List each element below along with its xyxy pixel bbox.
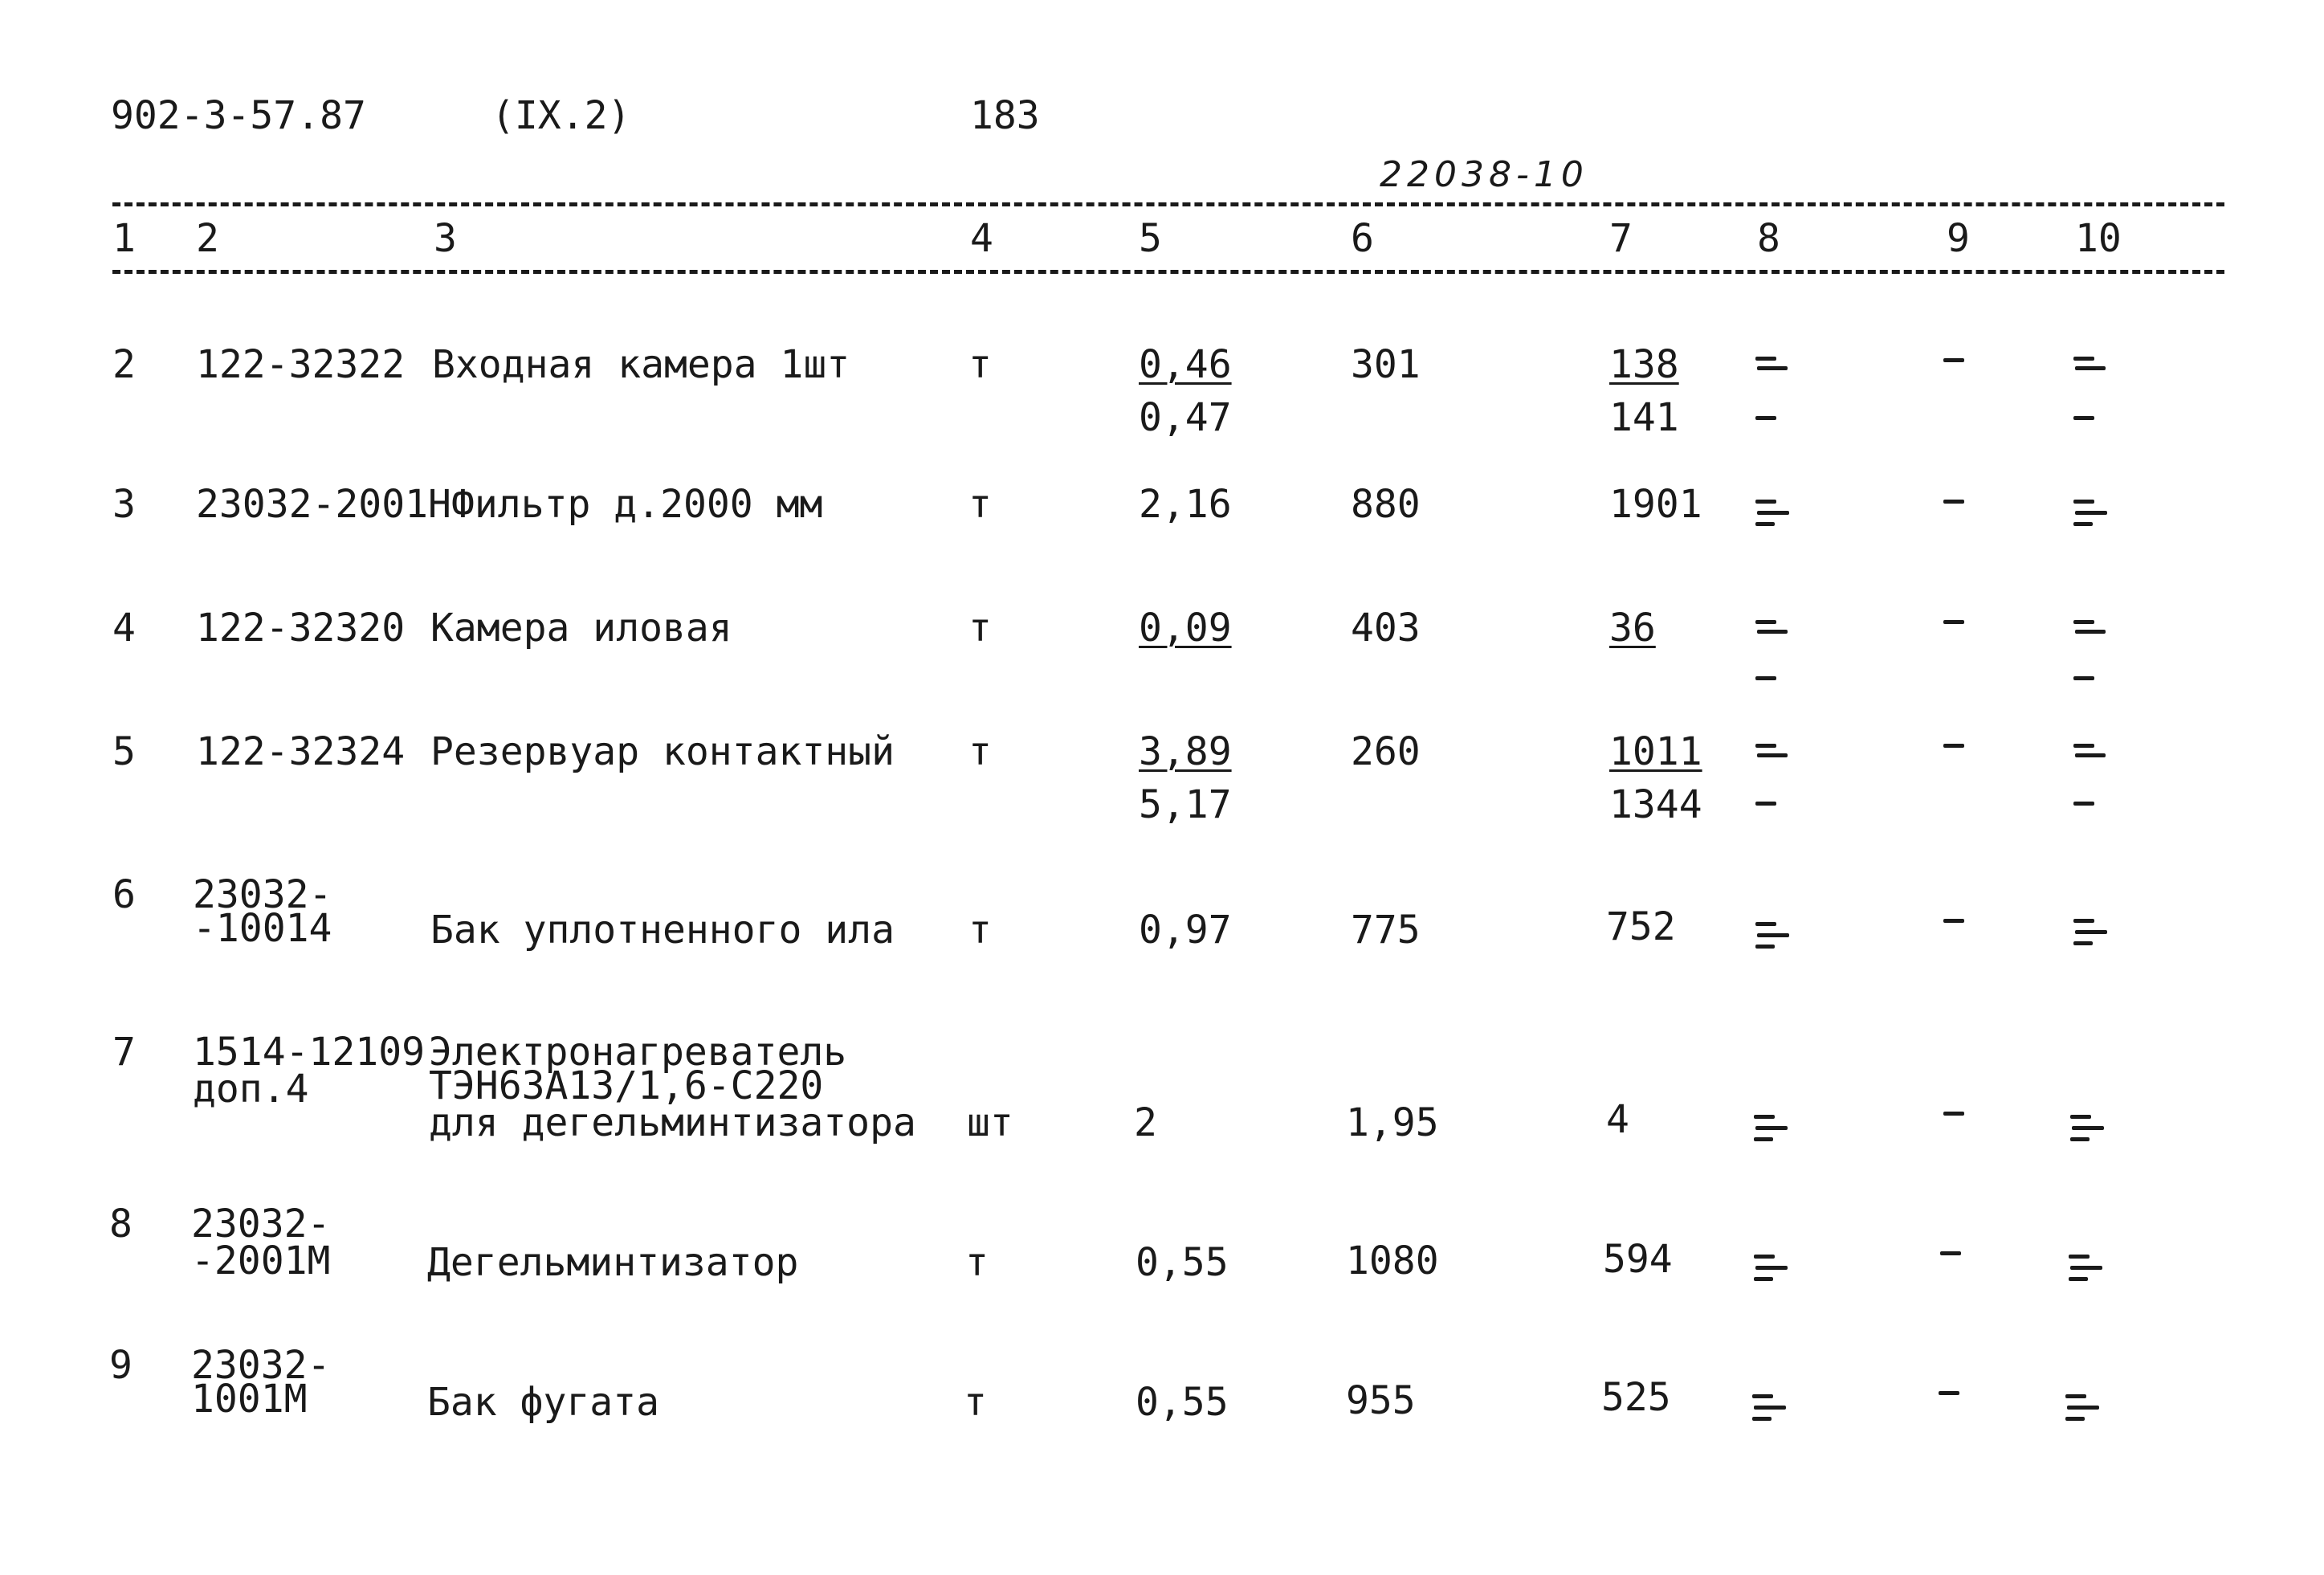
weight-value: 2,16	[1139, 482, 1232, 527]
row-number: 6	[112, 872, 136, 917]
row-number: 7	[112, 1030, 136, 1075]
item-name: Фильтр д.2000 мм	[451, 482, 823, 527]
row-number: 9	[109, 1343, 133, 1388]
weight-value: 0,55	[1135, 1380, 1229, 1425]
dash-col9	[1943, 744, 1964, 748]
column-header-7: 7	[1609, 216, 1633, 261]
item-code: 122-32322	[196, 342, 406, 387]
handwritten-stamp: 22038-10	[1380, 154, 1588, 195]
weight-value: 2	[1134, 1100, 1157, 1145]
row-number: 8	[109, 1202, 133, 1247]
unit: т	[965, 1240, 989, 1285]
item-code: 1514-12109	[193, 1030, 425, 1075]
dash-col10	[2073, 676, 2094, 680]
weight-value: 0,55	[1135, 1240, 1229, 1285]
row-number: 2	[112, 342, 136, 387]
item-name: Входная камера 1шт	[432, 342, 850, 387]
column-header-10: 10	[2075, 216, 2122, 261]
column-header-8: 8	[1757, 216, 1780, 261]
item-code: 122-32320	[196, 606, 406, 651]
total-value: 594	[1603, 1237, 1673, 1282]
dash-col10	[2073, 416, 2094, 420]
item-name: Камера иловая	[430, 606, 732, 651]
dash-col9	[1943, 500, 1964, 504]
price-value: 260	[1351, 729, 1421, 774]
unit: т	[968, 606, 992, 651]
price-value: 775	[1351, 908, 1421, 953]
dash-col8	[1755, 676, 1776, 680]
price-value: 1,95	[1346, 1100, 1439, 1145]
item-code: 23032-	[193, 872, 332, 917]
item-code-cont: 1001М	[191, 1377, 308, 1422]
unit: шт	[967, 1100, 1013, 1145]
document-code: 902-3-57.87	[111, 93, 366, 138]
weight-value-alt: 0,47	[1139, 395, 1232, 440]
unit: т	[968, 342, 992, 387]
price-value: 955	[1346, 1378, 1416, 1423]
column-header-4: 4	[970, 216, 993, 261]
weight-value: 0,09	[1139, 606, 1232, 651]
row-number: 5	[112, 729, 136, 774]
total-value: 4	[1606, 1097, 1629, 1142]
total-value: 36	[1609, 606, 1656, 651]
dash-col8	[1755, 802, 1776, 806]
item-name-line2: ТЭН63А13/1,6-С220	[429, 1063, 824, 1108]
item-name: Дегельминтизатор	[427, 1240, 799, 1285]
dash-col9	[1939, 1391, 1959, 1395]
unit: т	[968, 729, 992, 774]
unit: т	[964, 1380, 987, 1425]
row-number: 3	[112, 482, 136, 527]
section-number: (IX.2)	[491, 93, 631, 138]
item-name-line3: для дегельминтизатора	[429, 1100, 916, 1145]
total-value: 752	[1606, 904, 1676, 949]
weight-value: 0,97	[1139, 908, 1232, 953]
total-value-alt: 1344	[1609, 782, 1702, 827]
item-code-cont: -2001М	[191, 1238, 331, 1283]
dash-col9	[1943, 1112, 1964, 1116]
column-header-2: 2	[196, 216, 219, 261]
item-name: Бак уплотненного ила	[430, 908, 895, 953]
price-value: 301	[1351, 342, 1421, 387]
item-code: 23032-	[191, 1343, 331, 1388]
header-rule-bottom	[112, 270, 2224, 274]
row-number: 4	[112, 606, 136, 651]
item-code-cont: доп.4	[193, 1067, 309, 1112]
item-name: Бак фугата	[427, 1380, 659, 1425]
weight-value-alt: 5,17	[1139, 782, 1232, 827]
dash-col9	[1943, 358, 1964, 362]
column-header-3: 3	[434, 216, 457, 261]
item-code-cont: -10014	[193, 906, 332, 951]
weight-value: 3,89	[1139, 729, 1232, 774]
column-header-5: 5	[1139, 216, 1162, 261]
total-value: 1901	[1609, 482, 1702, 527]
column-header-6: 6	[1351, 216, 1374, 261]
price-value: 1080	[1346, 1238, 1439, 1283]
price-value: 403	[1351, 606, 1421, 651]
unit: т	[968, 908, 992, 953]
item-code: 122-32324	[196, 729, 406, 774]
item-name: Резервуар контактный	[430, 729, 895, 774]
item-code: 23032-	[191, 1202, 331, 1247]
item-name-line1: Электронагреватель	[429, 1030, 847, 1075]
item-code: 23032-2001Н	[196, 482, 451, 527]
column-header-9: 9	[1947, 216, 1970, 261]
total-value: 1011	[1609, 729, 1702, 774]
price-value: 880	[1351, 482, 1421, 527]
column-header-1: 1	[112, 216, 136, 261]
dash-col9	[1940, 1251, 1961, 1255]
page-number: 183	[970, 93, 1040, 138]
dash-col9	[1943, 919, 1964, 923]
dash-col10	[2073, 802, 2094, 806]
total-value: 525	[1601, 1375, 1671, 1420]
dash-col9	[1943, 620, 1964, 624]
weight-value: 0,46	[1139, 342, 1232, 387]
dash-col8	[1755, 416, 1776, 420]
total-value-alt: 141	[1609, 395, 1679, 440]
header-rule-top	[112, 202, 2224, 206]
unit: т	[968, 482, 992, 527]
total-value: 138	[1609, 342, 1679, 387]
